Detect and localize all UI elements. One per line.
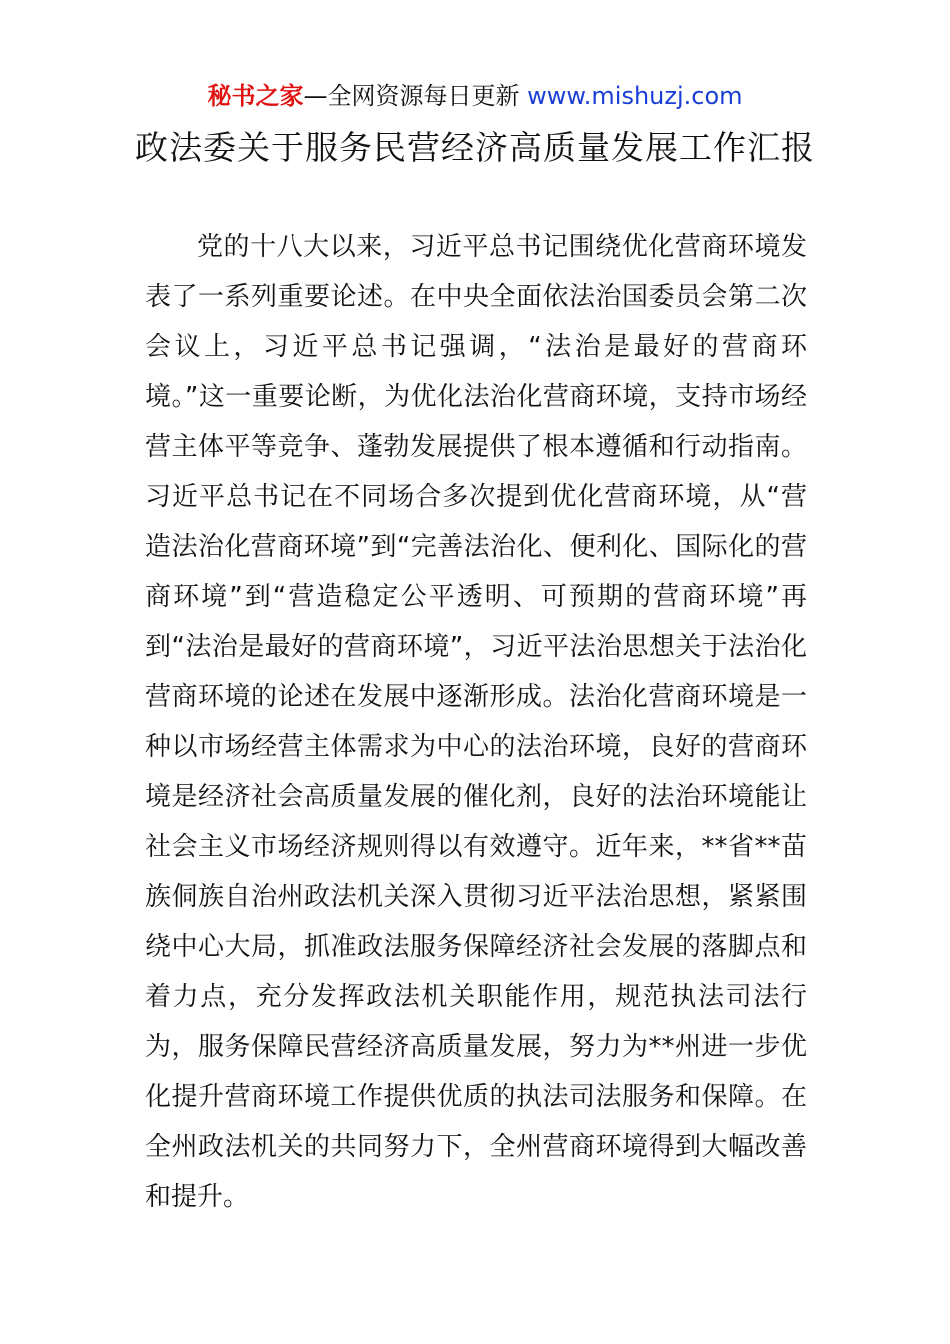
site-url-link[interactable]: www.mishuzj.com bbox=[527, 82, 743, 110]
site-tagline: —全网资源每日更新 bbox=[303, 82, 528, 110]
document-title: 政法委关于服务民营经济高质量发展工作汇报 bbox=[135, 128, 815, 167]
body-paragraph: 党的十八大以来，习近平总书记围绕优化营商环境发表了一系列重要论述。在中央全面依法治国委员会第二次会议上，习近平总书记强调，“法治是最好的营商环境。”这一重要论断，为优化法治化营商环境，支持市场经营主体平等竞争、蓬勃发展提供了根本遵循和行动指南。习近平总书记在不同场合多次提到优化营商环境，从“营造法治化营商环境”到“完善法治化、便利化、国际化的营商环境”到“营造稳定公平透明、可预期的营商环境”再到“法治是最好的营商环境”，习近平法治思想关于法治化营商环境的论述在发展中逐渐形成。法治化营商环境是一种以市场经营主体需求为中心的法治环境，良好的营商环境是经济社会高质量发展的催化剂，良好的法治环境能让社会主义市场经济规则得以有效遵守。近年来，**省**苗族侗族自治州政法机关深入贯彻习近平法治思想，紧紧围绕中心大局，抓准政法服务保障经济社会发展的落脚点和着力点，充分发挥政法机关职能作用，规范执法司法行为，服务保障民营经济高质量发展，努力为**州进一步优化提升营商环境工作提供优质的执法司法服务和保障。在全州政法机关的共同努力下，全州营商环境得到大幅改善和提升。 bbox=[145, 232, 807, 1212]
brand-name: 秘书之家 bbox=[207, 82, 304, 110]
site-header bbox=[0, 80, 950, 112]
